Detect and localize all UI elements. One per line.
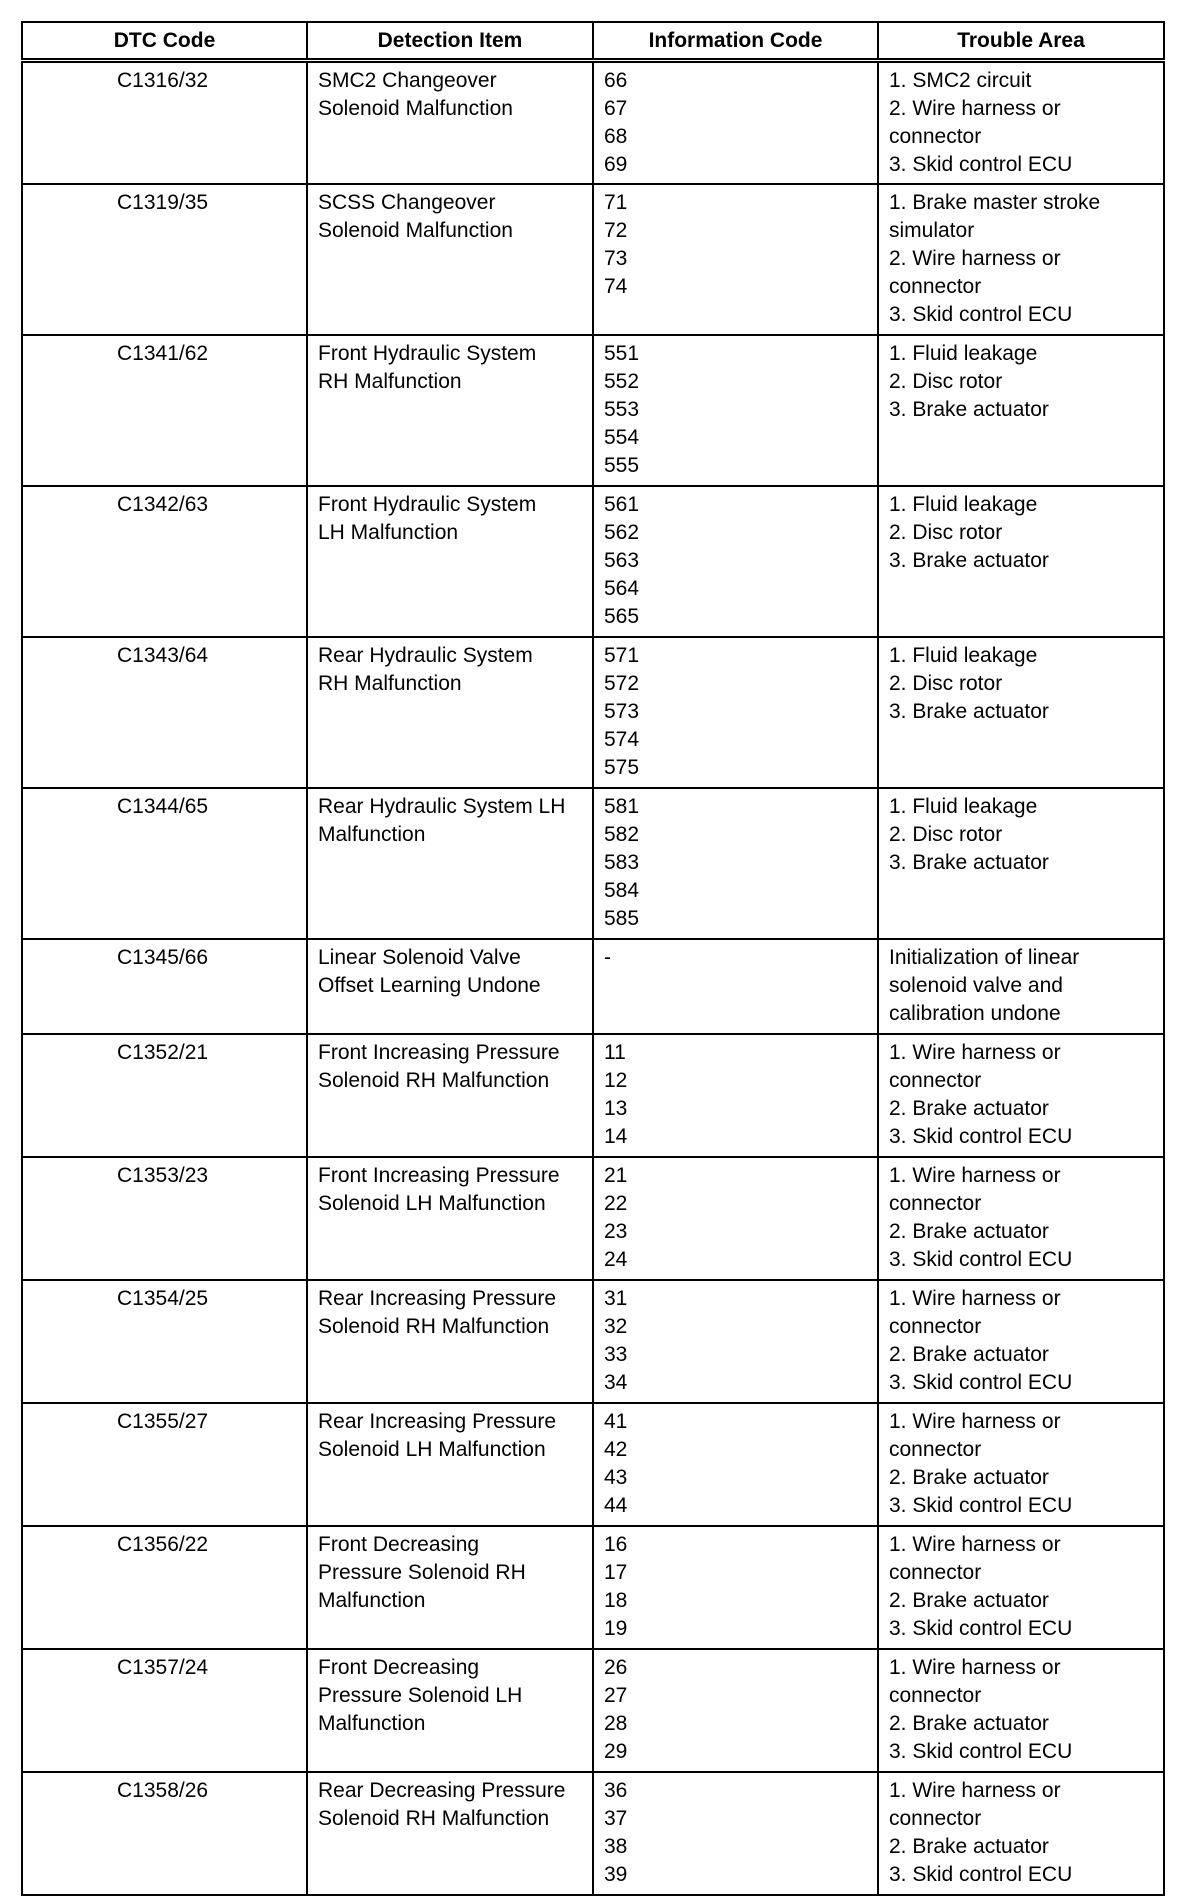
trouble-area-line: 2. Disc rotor <box>889 369 1003 393</box>
information-code-cell <box>593 1526 878 1649</box>
detection-item-cell <box>307 184 593 335</box>
detection-item-line: Solenoid LH Malfunction <box>318 1191 546 1215</box>
dtc-code: C1341/62 <box>117 341 209 365</box>
detection-item-line: Front Hydraulic System <box>318 492 537 516</box>
information-code: 42 <box>604 1437 628 1461</box>
table-row <box>22 1157 1164 1280</box>
information-code: 573 <box>604 699 640 723</box>
information-code: 18 <box>604 1588 628 1612</box>
trouble-area-line: 2. Brake actuator <box>889 1342 1049 1366</box>
dtc-code-cell <box>22 1649 307 1772</box>
dtc-code: C1357/24 <box>117 1655 209 1679</box>
information-code: 44 <box>604 1493 628 1517</box>
trouble-area-line: 1. Wire harness or <box>889 1163 1061 1187</box>
information-code: 24 <box>604 1247 628 1271</box>
information-code: 68 <box>604 125 628 148</box>
trouble-area-line: 1. Wire harness or <box>889 1778 1061 1802</box>
trouble-area-line: connector <box>889 1683 982 1707</box>
information-code: 38 <box>604 1834 628 1858</box>
trouble-area-line: 3. Skid control ECU <box>889 1862 1073 1886</box>
information-code-cell <box>593 1157 878 1280</box>
detection-item-cell <box>307 1649 593 1772</box>
trouble-area-cell <box>878 788 1164 939</box>
trouble-area-line: connector <box>889 1806 982 1830</box>
trouble-area-line: 3. Skid control ECU <box>889 153 1073 176</box>
trouble-area-line: 1. Wire harness or <box>889 1286 1061 1310</box>
dtc-code: C1344/65 <box>117 794 209 818</box>
detection-item-cell <box>307 788 593 939</box>
information-code: 552 <box>604 369 640 393</box>
detection-item-cell <box>307 939 593 1034</box>
detection-item-line: Rear Hydraulic System <box>318 643 533 667</box>
information-code-cell <box>593 939 878 1034</box>
information-code-cell <box>593 1772 878 1895</box>
information-code: 11 <box>604 1040 626 1064</box>
trouble-area-line: connector <box>889 1068 982 1092</box>
trouble-area-line: 3. Brake actuator <box>889 699 1049 723</box>
information-code: 66 <box>604 69 628 92</box>
header-trouble-area: Trouble Area <box>878 22 1164 61</box>
dtc-code: C1352/21 <box>117 1040 209 1064</box>
detection-item-line: Front Decreasing <box>318 1532 480 1556</box>
information-code: 561 <box>604 492 640 516</box>
detection-item-line: Pressure Solenoid RH <box>318 1560 526 1584</box>
dtc-code: C1343/64 <box>117 643 209 667</box>
information-code: 36 <box>604 1778 628 1802</box>
information-code-cell <box>593 1403 878 1526</box>
trouble-area-line: 1. Wire harness or <box>889 1040 1061 1064</box>
detection-item-cell <box>307 1526 593 1649</box>
dtc-table-container <box>21 21 1163 1896</box>
information-code: 574 <box>604 727 640 751</box>
trouble-area-line: 3. Brake actuator <box>889 850 1049 874</box>
information-code: 563 <box>604 548 640 572</box>
dtc-code-cell <box>22 939 307 1034</box>
trouble-area-line: 2. Wire harness or <box>889 97 1061 120</box>
dtc-code-cell <box>22 486 307 637</box>
detection-item-cell <box>307 486 593 637</box>
trouble-area-line: 1. Wire harness or <box>889 1532 1061 1556</box>
table-row <box>22 184 1164 335</box>
detection-item-line: Front Decreasing <box>318 1655 480 1679</box>
detection-item-cell <box>307 637 593 788</box>
information-code: 562 <box>604 520 640 544</box>
table-row <box>22 486 1164 637</box>
detection-item-line: Front Increasing Pressure <box>318 1163 560 1187</box>
information-code: 555 <box>604 453 640 477</box>
dtc-code-cell <box>22 184 307 335</box>
trouble-area-cell <box>878 1157 1164 1280</box>
information-code: 39 <box>604 1862 628 1886</box>
information-code: 67 <box>604 97 628 120</box>
information-code: 16 <box>604 1532 628 1556</box>
trouble-area-line: 3. Brake actuator <box>889 397 1049 421</box>
dtc-table <box>21 21 1165 1896</box>
trouble-area-line: connector <box>889 125 982 148</box>
trouble-area-cell <box>878 1649 1164 1772</box>
trouble-area-line: 2. Disc rotor <box>889 671 1003 695</box>
trouble-area-line: 2. Brake actuator <box>889 1588 1049 1612</box>
information-code: 575 <box>604 755 640 779</box>
trouble-area-cell <box>878 486 1164 637</box>
detection-item-cell <box>307 1280 593 1403</box>
information-code: 32 <box>604 1314 628 1338</box>
detection-item-line: Malfunction <box>318 1711 426 1735</box>
information-code-cell <box>593 335 878 486</box>
information-code: 551 <box>604 341 640 365</box>
information-code: 27 <box>604 1683 628 1707</box>
trouble-area-line: simulator <box>889 218 975 242</box>
information-code: 74 <box>604 274 628 298</box>
header-information-code: Information Code <box>593 22 878 61</box>
trouble-area-line: 1. Wire harness or <box>889 1655 1061 1679</box>
trouble-area-line: 1. Fluid leakage <box>889 794 1038 818</box>
trouble-area-cell <box>878 1526 1164 1649</box>
detection-item-line: Pressure Solenoid LH <box>318 1683 523 1707</box>
detection-item-cell <box>307 335 593 486</box>
detection-item-line: Solenoid Malfunction <box>318 218 513 242</box>
detection-item-line: LH Malfunction <box>318 520 459 544</box>
detection-item-line: Solenoid RH Malfunction <box>318 1068 550 1092</box>
table-header <box>22 22 1164 61</box>
detection-item-cell <box>307 1034 593 1157</box>
dtc-code: C1355/27 <box>117 1409 209 1433</box>
trouble-area-line: 2. Wire harness or <box>889 246 1061 270</box>
detection-item-line: Malfunction <box>318 822 426 846</box>
detection-item-line: Solenoid RH Malfunction <box>318 1806 550 1830</box>
information-code: 31 <box>604 1286 628 1310</box>
dtc-code-cell <box>22 637 307 788</box>
information-code: 34 <box>604 1370 628 1394</box>
trouble-area-cell <box>878 637 1164 788</box>
information-code: 553 <box>604 397 640 421</box>
information-code-cell <box>593 637 878 788</box>
dtc-code: C1319/35 <box>117 190 209 214</box>
detection-item-line: Linear Solenoid Valve <box>318 945 521 969</box>
information-code: 69 <box>604 153 628 176</box>
information-code: 21 <box>604 1163 628 1187</box>
trouble-area-line: 2. Brake actuator <box>889 1096 1049 1120</box>
information-code: 572 <box>604 671 640 695</box>
dtc-code-cell <box>22 1772 307 1895</box>
detection-item-line: Rear Decreasing Pressure <box>318 1778 566 1802</box>
dtc-code: C1358/26 <box>117 1778 209 1802</box>
table-row <box>22 1280 1164 1403</box>
information-code-cell <box>593 788 878 939</box>
information-code: 571 <box>604 643 640 667</box>
information-code: 33 <box>604 1342 628 1366</box>
trouble-area-line: 1. Fluid leakage <box>889 341 1038 365</box>
detection-item-line: Front Increasing Pressure <box>318 1040 560 1064</box>
detection-item-line: Offset Learning Undone <box>318 973 541 997</box>
trouble-area-line: 1. Brake master stroke <box>889 190 1101 214</box>
detection-item-cell <box>307 1403 593 1526</box>
information-code-cell <box>593 61 878 184</box>
trouble-area-line: 3. Skid control ECU <box>889 1124 1073 1148</box>
trouble-area-line: calibration undone <box>889 1001 1061 1025</box>
detection-item-line: Malfunction <box>318 1588 426 1612</box>
information-code: 554 <box>604 425 640 449</box>
header-detection-item: Detection Item <box>307 22 593 61</box>
trouble-area-line: 3. Skid control ECU <box>889 1247 1073 1271</box>
dtc-code-cell <box>22 1526 307 1649</box>
trouble-area-line: 3. Brake actuator <box>889 548 1049 572</box>
table-row <box>22 637 1164 788</box>
trouble-area-line: 2. Brake actuator <box>889 1465 1049 1489</box>
trouble-area-line: 3. Skid control ECU <box>889 1616 1073 1640</box>
information-code: 22 <box>604 1191 628 1215</box>
trouble-area-line: 1. Fluid leakage <box>889 643 1038 667</box>
table-row <box>22 61 1164 184</box>
information-code: 29 <box>604 1739 628 1763</box>
information-code: 13 <box>604 1096 628 1120</box>
information-code: 43 <box>604 1465 628 1489</box>
detection-item-line: SCSS Changeover <box>318 190 496 214</box>
information-code: 585 <box>604 906 640 930</box>
table-body <box>22 61 1164 1895</box>
header-dtc-code: DTC Code <box>22 22 307 61</box>
table-row <box>22 1403 1164 1526</box>
information-code: 26 <box>604 1655 628 1679</box>
detection-item-line: Front Hydraulic System <box>318 341 537 365</box>
trouble-area-line: 1. Fluid leakage <box>889 492 1038 516</box>
detection-item-line: Solenoid RH Malfunction <box>318 1314 550 1338</box>
trouble-area-line: Initialization of linear <box>889 945 1080 969</box>
information-code-cell <box>593 1034 878 1157</box>
dtc-code: C1354/25 <box>117 1286 209 1310</box>
trouble-area-line: 2. Brake actuator <box>889 1711 1049 1735</box>
detection-item-line: Solenoid LH Malfunction <box>318 1437 546 1461</box>
detection-item-cell <box>307 1157 593 1280</box>
information-code: 72 <box>604 218 628 242</box>
trouble-area-line: 2. Brake actuator <box>889 1219 1049 1243</box>
dtc-code-cell <box>22 788 307 939</box>
detection-item-line: SMC2 Changeover <box>318 69 497 92</box>
detection-item-line: RH Malfunction <box>318 369 462 393</box>
detection-item-line: RH Malfunction <box>318 671 462 695</box>
trouble-area-cell <box>878 1403 1164 1526</box>
detection-item-cell <box>307 1772 593 1895</box>
table-row <box>22 1772 1164 1895</box>
information-code: 565 <box>604 604 640 628</box>
information-code: 37 <box>604 1806 628 1830</box>
table-row <box>22 1526 1164 1649</box>
information-code: 19 <box>604 1616 628 1640</box>
trouble-area-cell <box>878 1772 1164 1895</box>
dtc-code-cell <box>22 61 307 184</box>
dtc-code: C1345/66 <box>117 945 209 969</box>
trouble-area-line: 3. Skid control ECU <box>889 1370 1073 1394</box>
trouble-area-cell <box>878 939 1164 1034</box>
trouble-area-line: 2. Disc rotor <box>889 822 1003 846</box>
table-row <box>22 788 1164 939</box>
trouble-area-cell <box>878 335 1164 486</box>
information-code: 581 <box>604 794 640 818</box>
dtc-code: C1316/32 <box>117 69 209 92</box>
information-code: - <box>604 945 611 969</box>
information-code: 17 <box>604 1560 628 1584</box>
dtc-code: C1342/63 <box>117 492 209 516</box>
trouble-area-cell <box>878 1280 1164 1403</box>
information-code-cell <box>593 486 878 637</box>
dtc-code: C1353/23 <box>117 1163 209 1187</box>
trouble-area-cell <box>878 1034 1164 1157</box>
trouble-area-line: 1. Wire harness or <box>889 1409 1061 1433</box>
dtc-code-cell <box>22 1034 307 1157</box>
table-row <box>22 1649 1164 1772</box>
information-code: 73 <box>604 246 628 270</box>
information-code: 584 <box>604 878 640 902</box>
information-code-cell <box>593 184 878 335</box>
trouble-area-line: 1. SMC2 circuit <box>889 69 1032 92</box>
trouble-area-line: connector <box>889 1314 982 1338</box>
trouble-area-cell <box>878 61 1164 184</box>
trouble-area-line: 3. Skid control ECU <box>889 302 1073 326</box>
dtc-code-cell <box>22 1157 307 1280</box>
trouble-area-line: connector <box>889 1191 982 1215</box>
information-code-cell <box>593 1649 878 1772</box>
trouble-area-line: connector <box>889 274 982 298</box>
dtc-code: C1356/22 <box>117 1532 209 1556</box>
detection-item-line: Rear Increasing Pressure <box>318 1409 557 1433</box>
information-code: 583 <box>604 850 640 874</box>
trouble-area-line: solenoid valve and <box>889 973 1063 997</box>
information-code: 41 <box>604 1409 628 1433</box>
detection-item-line: Rear Hydraulic System LH <box>318 794 566 818</box>
trouble-area-line: 2. Disc rotor <box>889 520 1003 544</box>
table-row <box>22 335 1164 486</box>
detection-item-line: Solenoid Malfunction <box>318 97 513 120</box>
trouble-area-line: 2. Brake actuator <box>889 1834 1049 1858</box>
dtc-code-cell <box>22 1280 307 1403</box>
information-code: 582 <box>604 822 640 846</box>
detection-item-cell <box>307 61 593 184</box>
header-row <box>22 22 1164 61</box>
dtc-code-cell <box>22 335 307 486</box>
information-code: 23 <box>604 1219 628 1243</box>
information-code: 564 <box>604 576 640 600</box>
table-row <box>22 939 1164 1034</box>
trouble-area-line: connector <box>889 1437 982 1461</box>
trouble-area-line: 3. Skid control ECU <box>889 1739 1073 1763</box>
trouble-area-line: 3. Skid control ECU <box>889 1493 1073 1517</box>
trouble-area-line: connector <box>889 1560 982 1584</box>
table-row <box>22 1034 1164 1157</box>
detection-item-line: Rear Increasing Pressure <box>318 1286 557 1310</box>
information-code: 28 <box>604 1711 628 1735</box>
information-code: 14 <box>604 1124 628 1148</box>
information-code: 71 <box>604 190 628 214</box>
information-code: 12 <box>604 1068 628 1092</box>
information-code-cell <box>593 1280 878 1403</box>
trouble-area-cell <box>878 184 1164 335</box>
dtc-code-cell <box>22 1403 307 1526</box>
